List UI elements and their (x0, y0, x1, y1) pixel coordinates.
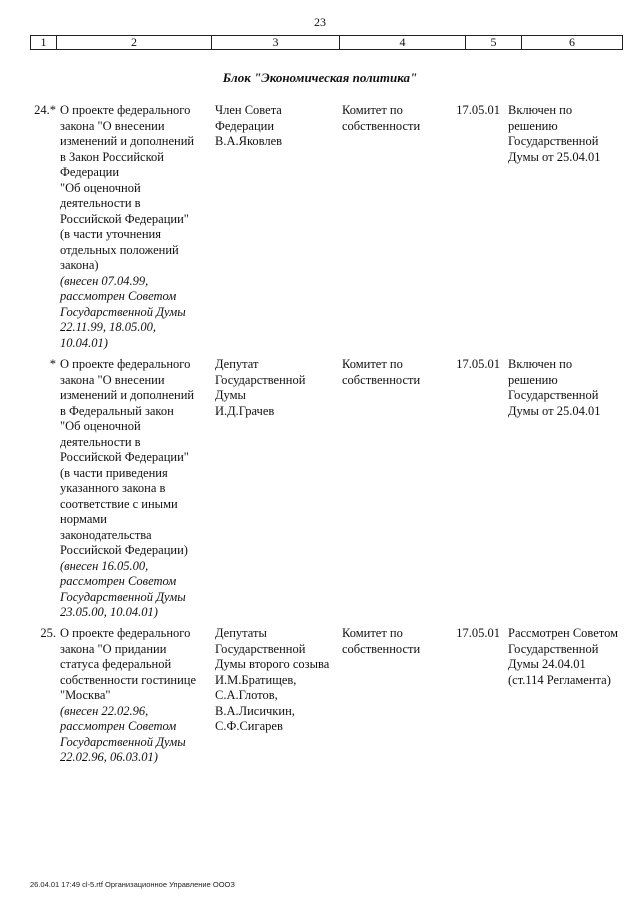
entry-number: 25. (40, 626, 56, 640)
description-line: закона "О внесении (60, 118, 165, 133)
entry-status (508, 103, 628, 165)
description-line: О проекте федерального (60, 357, 191, 371)
entry-author (215, 626, 340, 735)
description-line: "Москва" (60, 688, 111, 702)
status-line: Государственной (508, 388, 599, 402)
description-line: Федерации (60, 165, 120, 179)
entry-committee (342, 103, 452, 134)
note-line: 23.05.00, 10.04.01) (60, 605, 158, 619)
author-line: Член Совета (215, 103, 282, 117)
status-line: Включен по (508, 103, 573, 117)
entry-status (508, 626, 628, 688)
note-line: 10.04.01) (60, 335, 108, 350)
description-line: (в части уточнения (60, 227, 161, 241)
note-line: Государственной Думы (60, 734, 186, 749)
status-line: (ст.114 Регламента) (508, 672, 611, 687)
entry-status (508, 357, 628, 419)
note-line: (внесен 16.05.00, (60, 558, 149, 573)
author-line: Думы второго созыва (215, 657, 330, 671)
entry-description (60, 103, 210, 351)
author-line: С.Ф.Сигарев (215, 719, 283, 733)
entry-date: 17.05.01 (456, 357, 500, 371)
committee-line: собственности (342, 372, 421, 387)
description-line: в Федеральный закон (60, 403, 174, 418)
page-number: 23 (314, 15, 326, 29)
status-line: Государственной (508, 641, 599, 656)
entry-author (215, 103, 340, 150)
description-line: закона "О внесении (60, 372, 165, 387)
note-line: (внесен 07.04.99, (60, 273, 149, 288)
entry-date: 17.05.01 (456, 626, 500, 640)
entry-number: 24.* (34, 103, 56, 117)
author-line: Депутат (215, 357, 259, 371)
committee-line: Комитет по (342, 626, 403, 640)
committee-line: Комитет по (342, 357, 403, 371)
status-line: Государственной (508, 134, 599, 148)
description-line: Российской Федерации" (60, 450, 189, 464)
committee-line: собственности (342, 118, 421, 133)
document-footer: 26.04.01 17:49 cl-5.rtf Организационное Управление ОООЗ (30, 880, 235, 889)
note-line: рассмотрен Советом (60, 289, 177, 303)
author-line: Государственной (215, 372, 306, 387)
description-line: "Об оценочной (60, 419, 141, 433)
description-line: (в части приведения (60, 465, 168, 480)
author-line: В.А.Лисичкин, (215, 703, 295, 718)
description-line: нормами (60, 512, 107, 526)
description-line: законодательства (60, 527, 152, 542)
note-line: Государственной Думы (60, 589, 186, 604)
entry-author (215, 357, 340, 419)
entry-committee (342, 357, 452, 388)
description-line: изменений и дополнений (60, 388, 195, 402)
description-line: отдельных положений (60, 242, 179, 257)
author-line: И.М.Братищев, (215, 672, 297, 687)
author-line: И.Д.Грачев (215, 403, 275, 418)
description-line: О проекте федерального (60, 103, 191, 117)
status-line: Думы от 25.04.01 (508, 149, 601, 164)
author-line: Федерации (215, 118, 275, 133)
author-line: Государственной (215, 641, 306, 656)
description-line: закона) (60, 258, 99, 272)
column-header-table (30, 35, 623, 50)
column-number-6: 6 (522, 36, 623, 50)
status-line: Включен по (508, 357, 573, 371)
description-line: собственности гостинице (60, 672, 197, 687)
description-line: статуса федеральной (60, 657, 172, 671)
note-line: 22.11.99, 18.05.00, (60, 320, 156, 334)
description-line: О проекте федерального (60, 626, 191, 640)
status-line: решению (508, 372, 558, 387)
block-title: Блок "Экономическая политика" (222, 70, 418, 85)
author-line: В.А.Яковлев (215, 134, 283, 148)
entry-description (60, 626, 210, 766)
entry-number: * (49, 357, 56, 371)
author-line: Думы (215, 388, 246, 402)
description-line: Российской Федерации) (60, 543, 188, 557)
description-line: деятельности в (60, 434, 141, 449)
column-number-5: 5 (466, 36, 522, 50)
author-line: Депутаты (215, 626, 267, 640)
committee-line: собственности (342, 641, 421, 656)
note-line: 22.02.96, 06.03.01) (60, 750, 158, 764)
note-line: рассмотрен Советом (60, 574, 177, 588)
description-line: закона "О придании (60, 641, 167, 656)
entry-date: 17.05.01 (456, 103, 500, 117)
description-line: деятельности в (60, 196, 141, 210)
column-number-3: 3 (212, 36, 340, 50)
status-line: Думы от 25.04.01 (508, 403, 601, 418)
entry-description (60, 357, 210, 621)
description-line: соответствие с иными (60, 496, 178, 511)
description-line: изменений и дополнений (60, 134, 195, 148)
author-line: С.А.Глотов, (215, 688, 278, 702)
status-line: Рассмотрен Советом (508, 626, 619, 640)
description-line: в Закон Российской (60, 149, 164, 164)
column-number-2: 2 (57, 36, 212, 50)
column-number-4: 4 (340, 36, 466, 50)
status-line: решению (508, 118, 558, 133)
note-line: (внесен 22.02.96, (60, 703, 149, 718)
entry-committee (342, 626, 452, 657)
status-line: Думы 24.04.01 (508, 657, 586, 671)
note-line: Государственной Думы (60, 304, 186, 319)
description-line: "Об оценочной (60, 180, 141, 195)
description-line: Российской Федерации" (60, 211, 189, 226)
description-line: указанного закона в (60, 481, 166, 495)
note-line: рассмотрен Советом (60, 719, 177, 733)
committee-line: Комитет по (342, 103, 403, 117)
column-number-1: 1 (31, 36, 57, 50)
